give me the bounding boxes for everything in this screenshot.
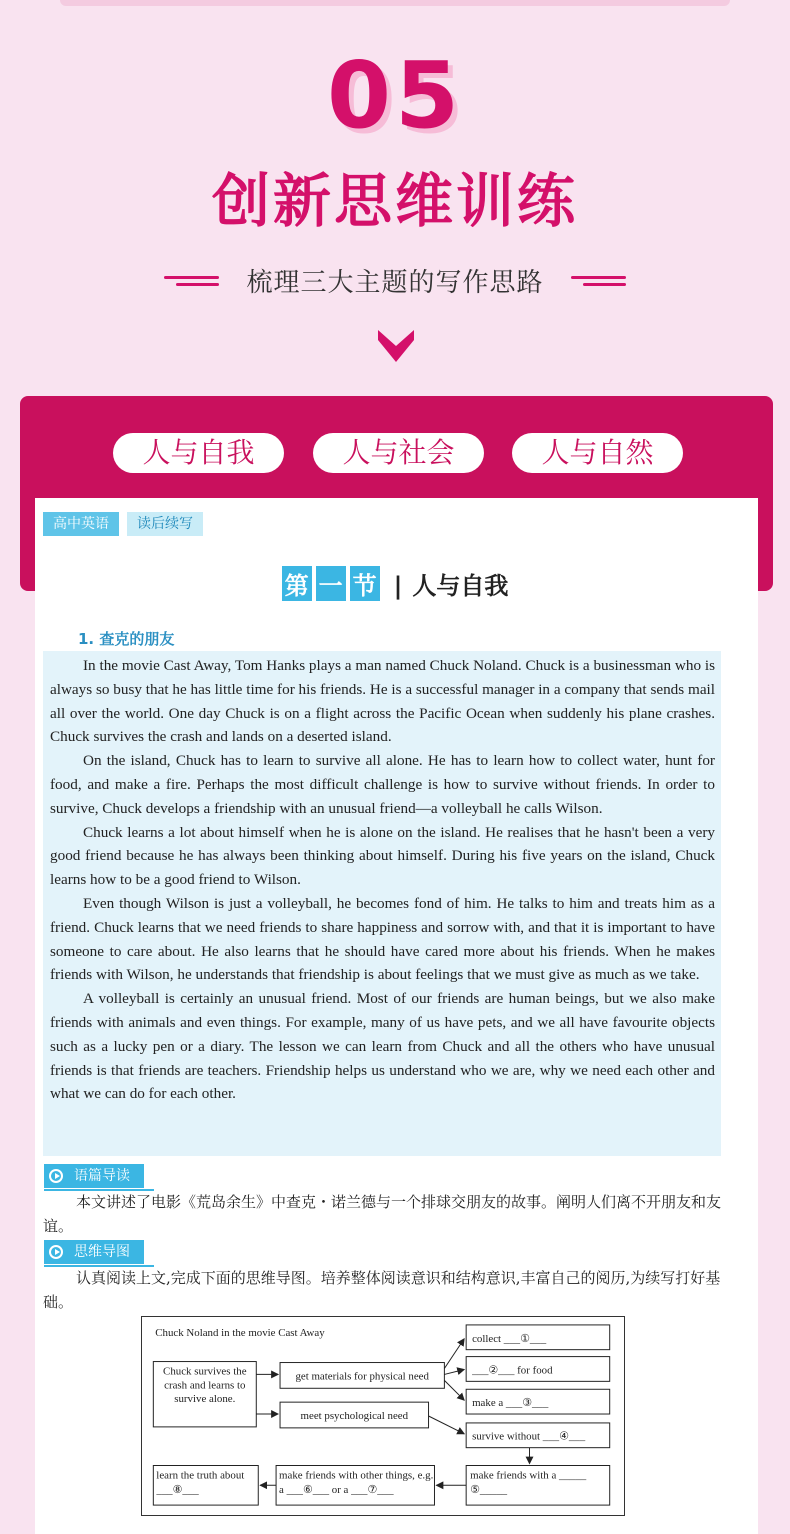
passage-paragraph: On the island, Chuck has to learn to survive all alone. He has to learn how to collect water, hunt for food, and make a fire. Perhaps the most difficult challenge is how to survive without friends. In order to survive, Chuck develops a friendship with an unusual friend—a volleyball he calls Wilson. <box>50 752 715 817</box>
theme-pill-nature[interactable]: 人与自然 <box>512 433 683 473</box>
mind-map-diagram <box>141 1316 625 1516</box>
chevron-down-icon <box>378 330 414 362</box>
lesson-heading: 1. 查克的朋友 <box>78 630 175 648</box>
map-start-node: Chuck survives the crash and learns to survive alone. <box>163 1365 247 1406</box>
map-blank-other-things: make friends with other things, e.g. a ___⑥___ or a ___⑦___ <box>279 1469 434 1497</box>
play-circle-icon <box>44 1164 68 1188</box>
map-psychological-node: meet psychological need <box>300 1409 409 1422</box>
guide-tag: 语篇导读 <box>44 1164 144 1188</box>
theme-pill-self[interactable]: 人与自我 <box>113 433 284 473</box>
guide-text: 本文讲述了电影《荒岛余生》中查克・诺兰德与一个排球交朋友的故事。阐明人们离不开朋友和友谊。 <box>43 1193 722 1235</box>
breadcrumb-book: 读后续写 <box>127 512 203 536</box>
decor-dash-left <box>164 276 219 286</box>
map-blank-friends-with: make friends with a _____ ⑤_____ <box>470 1469 587 1497</box>
passage-paragraph: Chuck learns a lot about himself when he is alone on the island. He realises that he hasn't been a very good friend because he has always been thinking about himself. During his five years on the island, Chuck learns how to be a good friend to Wilson. <box>50 823 715 889</box>
breadcrumb <box>43 512 203 536</box>
map-blank-collect: collect ___①___ <box>472 1332 547 1345</box>
map-blank-make: make a ___③___ <box>472 1397 549 1410</box>
map-blank-truth: learn the truth about ___⑧___ <box>156 1469 245 1497</box>
map-physical-node: get materials for physical need <box>295 1370 429 1383</box>
section-number: 05 <box>326 42 464 149</box>
reading-passage <box>43 651 721 1156</box>
mindmap-instructions: 认真阅读上文,完成下面的思维导图。培养整体阅读意识和结构意识,丰富自己的阅历,为续写打好基础。 <box>43 1269 721 1311</box>
passage-paragraph: Even though Wilson is just a volleyball, he becomes fond of him. He talks to him and treats him as a friend. Chuck learns that we need friends to share happiness and sorrow with, and that it is important to have someone to care about. He also learns that he should have cared more about his friends. When he makes friends with Wilson, he understands that friendship is about feelings that we must give as much as we take. <box>50 894 715 984</box>
page-title: 创新思维训练 <box>211 167 578 235</box>
subtitle: 梳理三大主题的写作思路 <box>246 268 544 298</box>
passage-paragraph: A volleyball is certainly an unusual friend. Most of our friends are human beings, but we also make friends with animals and even things. For example, many of us have pets, and we all have favourite objects such as a lucky pen or a diary. The lesson we can learn from Chuck and all the others who have unusual friends is that friends are teachers. Friendship helps us understand who we are, why we need each other and what we can do for each other. <box>50 990 715 1103</box>
map-caption: Chuck Noland in the movie Cast Away <box>155 1326 325 1339</box>
top-decoration <box>60 0 730 6</box>
subtitle-row <box>0 262 790 298</box>
section-name: 人与自我 <box>412 572 509 600</box>
decor-dash-right <box>571 276 626 286</box>
play-circle-icon <box>44 1240 68 1264</box>
breadcrumb-subject: 高中英语 <box>43 512 119 536</box>
passage-paragraph: In the movie Cast Away, Tom Hanks plays a man named Chuck Noland. Chuck is a businessman who is always so busy that he has little time for his friends. He is a successful manager in a company that sends mail all over the world. One day Chuck is on a flight across the Pacific Ocean when suddenly his plane crashes. Chuck survives the crash and lands on a deserted island. <box>50 657 715 746</box>
section-title: 第 一 节 | 人与自我 <box>0 566 790 601</box>
mindmap-tag: 思维导图 <box>44 1240 144 1264</box>
map-blank-food: ___②___ for food <box>472 1364 553 1377</box>
theme-pill-society[interactable]: 人与社会 <box>313 433 484 473</box>
map-blank-without: survive without ___④___ <box>472 1430 586 1443</box>
